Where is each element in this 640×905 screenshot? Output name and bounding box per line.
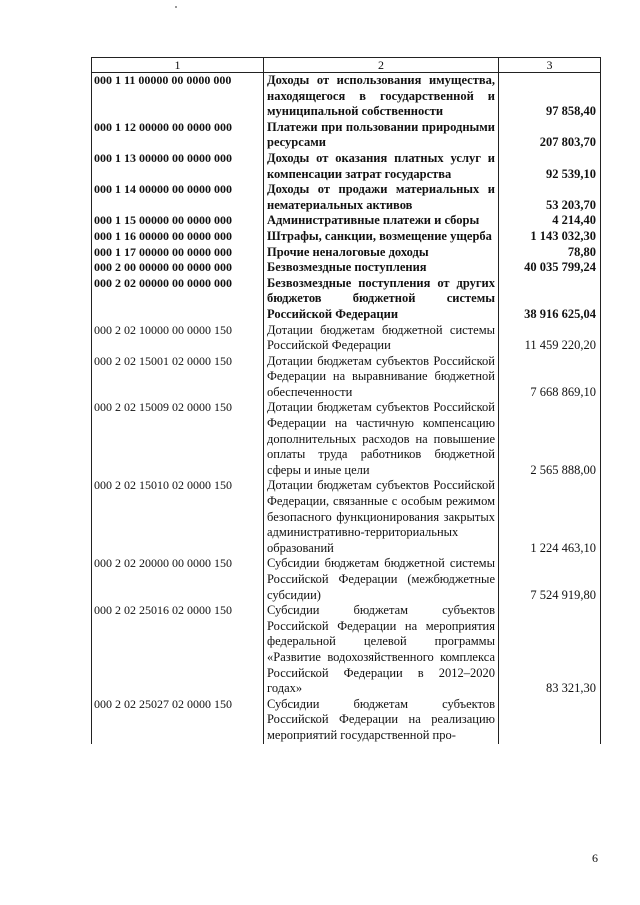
row-name: Доходы от использования имущества, находящегося в государственной и муниципальной собственности — [264, 73, 499, 120]
header-col-2: 2 — [264, 58, 499, 73]
table-row — [92, 276, 601, 323]
row-code: 000 1 12 00000 00 0000 000 — [92, 120, 264, 151]
row-name: Безвозмездные поступления — [264, 260, 499, 276]
row-amount: 40 035 799,24 — [499, 260, 601, 276]
table-row — [92, 603, 601, 697]
budget-revenue-table — [91, 57, 601, 744]
row-name: Субсидии бюджетам субъектов Российской Федерации на мероприятия федеральной целевой программы «Развитие водохозяйственного комплекса Российской Федерации в 2012–2020 годах» — [264, 603, 499, 697]
row-code: 000 1 13 00000 00 0000 000 — [92, 151, 264, 182]
table-row — [92, 478, 601, 556]
row-name: Субсидии бюджетам субъектов Российской Федерации на реализацию мероприятий государственной про- — [264, 697, 499, 744]
row-code: 000 1 16 00000 00 0000 000 — [92, 229, 264, 245]
row-amount — [499, 697, 601, 744]
row-name: Дотации бюджетам субъектов Российской Федерации, связанные с особым режимом безопасного функционирования закрытых административно-территориальных образований — [264, 478, 499, 556]
row-amount: 38 916 625,04 — [499, 276, 601, 323]
table-row — [92, 354, 601, 401]
row-name: Административные платежи и сборы — [264, 213, 499, 229]
table-row — [92, 260, 601, 276]
row-name: Доходы от оказания платных услуг и компенсации затрат государства — [264, 151, 499, 182]
scan-speck — [175, 6, 177, 8]
table-row — [92, 556, 601, 603]
row-code: 000 2 02 20000 00 0000 150 — [92, 556, 264, 603]
row-code: 000 2 02 15001 02 0000 150 — [92, 354, 264, 401]
row-amount: 53 203,70 — [499, 182, 601, 213]
row-amount: 2 565 888,00 — [499, 400, 601, 478]
row-code: 000 2 02 25027 02 0000 150 — [92, 697, 264, 744]
row-code: 000 1 14 00000 00 0000 000 — [92, 182, 264, 213]
row-name: Безвозмездные поступления от других бюджетов бюджетной системы Российской Федерации — [264, 276, 499, 323]
header-row — [92, 58, 601, 73]
table-row — [92, 697, 601, 744]
header-col-1: 1 — [92, 58, 264, 73]
row-name: Прочие неналоговые доходы — [264, 245, 499, 261]
table-row — [92, 120, 601, 151]
row-amount: 7 668 869,10 — [499, 354, 601, 401]
table-body — [92, 73, 601, 744]
row-name: Дотации бюджетам бюджетной системы Российской Федерации — [264, 323, 499, 354]
row-amount: 83 321,30 — [499, 603, 601, 697]
row-code: 000 2 02 25016 02 0000 150 — [92, 603, 264, 697]
table-row — [92, 151, 601, 182]
page-number: 6 — [592, 851, 598, 865]
row-name: Штрафы, санкции, возмещение ущерба — [264, 229, 499, 245]
row-amount: 4 214,40 — [499, 213, 601, 229]
row-amount: 1 143 032,30 — [499, 229, 601, 245]
table-row — [92, 73, 601, 120]
table-row — [92, 229, 601, 245]
row-name: Субсидии бюджетам бюджетной системы Российской Федерации (межбюджетные субсидии) — [264, 556, 499, 603]
table-row — [92, 182, 601, 213]
row-code: 000 2 02 10000 00 0000 150 — [92, 323, 264, 354]
row-code: 000 2 00 00000 00 0000 000 — [92, 260, 264, 276]
table-row — [92, 323, 601, 354]
row-code: 000 1 15 00000 00 0000 000 — [92, 213, 264, 229]
row-name: Доходы от продажи материальных и нематериальных активов — [264, 182, 499, 213]
row-amount: 7 524 919,80 — [499, 556, 601, 603]
table-row — [92, 245, 601, 261]
row-code: 000 2 02 00000 00 0000 000 — [92, 276, 264, 323]
row-code: 000 2 02 15009 02 0000 150 — [92, 400, 264, 478]
row-amount: 97 858,40 — [499, 73, 601, 120]
row-amount: 78,80 — [499, 245, 601, 261]
table-row — [92, 213, 601, 229]
row-name: Дотации бюджетам субъектов Российской Федерации на частичную компенсацию дополнительных расходов на повышение оплаты труда работников бюджетной сферы и иные цели — [264, 400, 499, 478]
row-amount: 92 539,10 — [499, 151, 601, 182]
row-amount: 11 459 220,20 — [499, 323, 601, 354]
row-code: 000 1 17 00000 00 0000 000 — [92, 245, 264, 261]
table-row — [92, 400, 601, 478]
row-code: 000 2 02 15010 02 0000 150 — [92, 478, 264, 556]
row-name: Дотации бюджетам субъектов Российской Федерации на выравнивание бюджетной обеспеченности — [264, 354, 499, 401]
row-amount: 207 803,70 — [499, 120, 601, 151]
header-col-3: 3 — [499, 58, 601, 73]
row-code: 000 1 11 00000 00 0000 000 — [92, 73, 264, 120]
row-amount: 1 224 463,10 — [499, 478, 601, 556]
row-name: Платежи при пользовании природными ресурсами — [264, 120, 499, 151]
